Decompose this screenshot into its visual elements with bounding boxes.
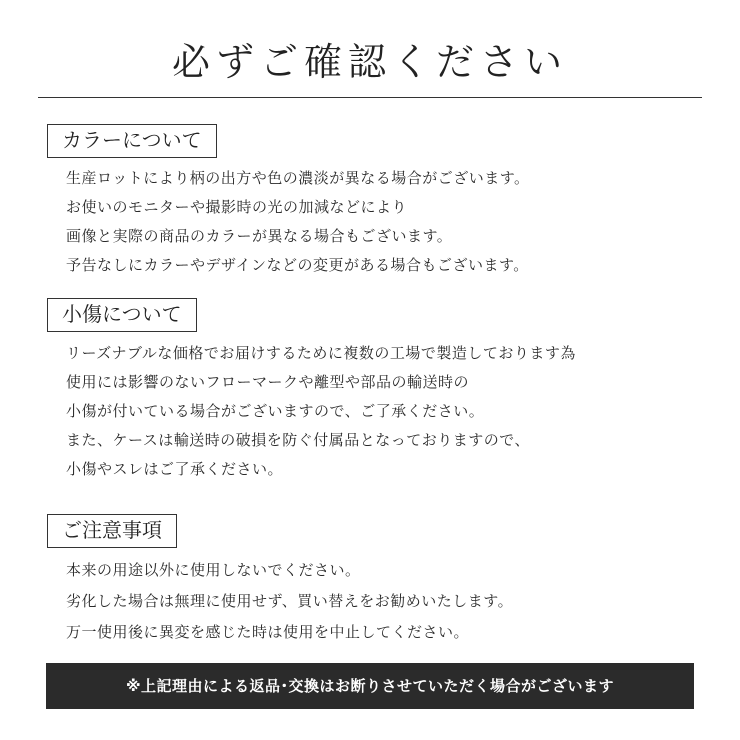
body-line: お使いのモニターや撮影時の光の加減などにより bbox=[66, 198, 408, 216]
section-heading-scratches: 小傷について bbox=[47, 298, 197, 332]
section-body-cautions bbox=[66, 555, 513, 648]
body-line: 予告なしにカラーやデザインなどの変更がある場合もございます。 bbox=[66, 256, 529, 274]
body-line: 万一使用後に異変を感じた時は使用を中止してください。 bbox=[66, 623, 470, 641]
body-line: また、ケースは輸送時の破損を防ぐ付属品となっておりますので、 bbox=[66, 431, 530, 449]
body-line: 生産ロットにより柄の出方や色の濃淡が異なる場合がございます。 bbox=[66, 169, 530, 187]
body-line: 使用には影響のないフローマークや離型や部品の輸送時の bbox=[66, 373, 470, 391]
title-divider bbox=[38, 97, 702, 98]
section-body-color bbox=[66, 164, 530, 280]
body-line: 本来の用途以外に使用しないでください。 bbox=[66, 561, 361, 579]
section-heading-cautions: ご注意事項 bbox=[47, 514, 177, 548]
body-line: 小傷が付いている場合がございますので、ご了承ください。 bbox=[66, 402, 485, 420]
body-line: 小傷やスレはご了承ください。 bbox=[66, 460, 284, 478]
body-line: 画像と実際の商品のカラーが異なる場合もございます。 bbox=[66, 227, 453, 245]
body-line: リーズナブルな価格でお届けするために複数の工場で製造しております為 bbox=[66, 344, 576, 362]
page-title: 必ずご確認ください bbox=[171, 40, 568, 84]
section-heading-color: カラーについて bbox=[47, 124, 217, 158]
footer-notice-banner: ※上記理由による返品･交換はお断りさせていただく場合がございます bbox=[46, 663, 694, 709]
body-line: 劣化した場合は無理に使用せず、買い替えをお勧めいたします。 bbox=[66, 592, 514, 610]
section-body-scratches bbox=[66, 339, 576, 484]
